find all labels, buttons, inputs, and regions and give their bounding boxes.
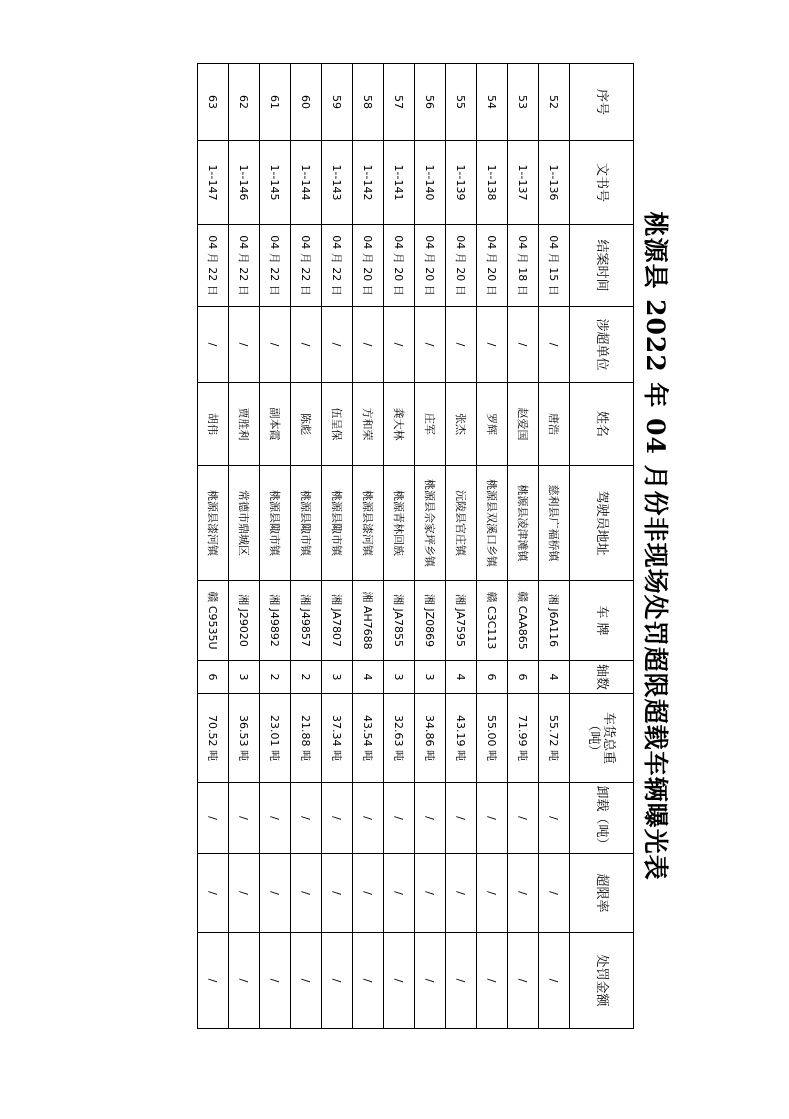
cell-weight: 36.53 吨: [229, 694, 260, 783]
cell-date: 04 月 22 日: [229, 225, 260, 307]
cell-unload: /: [446, 783, 477, 854]
cell-unload: /: [508, 783, 539, 854]
cell-address: 桃源县陬市镇: [260, 466, 291, 581]
header-plate: 车 牌: [570, 581, 634, 661]
cell-unload: /: [353, 783, 384, 854]
cell-rate: /: [446, 854, 477, 933]
cell-axles: 3: [322, 661, 353, 694]
cell-doc: 1--144: [291, 141, 322, 225]
cell-plate: 赣 C3C113: [477, 581, 508, 661]
cell-rate: /: [539, 854, 570, 933]
header-doc: 文书号: [570, 141, 634, 225]
cell-weight: 43.19 吨: [446, 694, 477, 783]
cell-doc: 1--142: [353, 141, 384, 225]
cell-rate: /: [477, 854, 508, 933]
cell-fine: /: [446, 933, 477, 1029]
cell-fine: /: [198, 933, 229, 1029]
cell-date: 04 月 20 日: [353, 225, 384, 307]
cell-date: 04 月 20 日: [384, 225, 415, 307]
cell-weight: 71.99 吨: [508, 694, 539, 783]
cell-axles: 4: [446, 661, 477, 694]
table-row: [384, 64, 415, 1029]
table-row: [446, 64, 477, 1029]
table-row: [260, 64, 291, 1029]
cell-plate: 湘 JA7855: [384, 581, 415, 661]
cell-unload: /: [198, 783, 229, 854]
cell-date: 04 月 22 日: [291, 225, 322, 307]
header-unit: 涉超单位: [570, 307, 634, 383]
cell-unload: /: [291, 783, 322, 854]
cell-doc: 1--141: [384, 141, 415, 225]
table-row: [322, 64, 353, 1029]
cell-weight: 34.86 吨: [415, 694, 446, 783]
cell-name: 龚大林: [384, 383, 415, 466]
cell-weight: 21.88 吨: [291, 694, 322, 783]
cell-no: 56: [415, 64, 446, 141]
cell-unit: /: [353, 307, 384, 383]
cell-name: 陈彪: [291, 383, 322, 466]
cell-address: 常德市鼎城区: [229, 466, 260, 581]
cell-weight: 37.34 吨: [322, 694, 353, 783]
header-fine: 处罚金额: [570, 933, 634, 1029]
cell-unit: /: [539, 307, 570, 383]
table-row: [477, 64, 508, 1029]
cell-no: 60: [291, 64, 322, 141]
cell-no: 58: [353, 64, 384, 141]
cell-address: 桃源青林回族: [384, 466, 415, 581]
cell-name: 贾胜利: [229, 383, 260, 466]
cell-fine: /: [353, 933, 384, 1029]
cell-name: 赵爱国: [508, 383, 539, 466]
cell-weight: 55.72 吨: [539, 694, 570, 783]
table-row: [508, 64, 539, 1029]
cell-unit: /: [229, 307, 260, 383]
cell-doc: 1--143: [322, 141, 353, 225]
cell-rate: /: [384, 854, 415, 933]
cell-unit: /: [198, 307, 229, 383]
cell-unit: /: [415, 307, 446, 383]
cell-unload: /: [539, 783, 570, 854]
cell-rate: /: [353, 854, 384, 933]
table-row: [229, 64, 260, 1029]
table-row: [415, 64, 446, 1029]
cell-name: 胡伟: [198, 383, 229, 466]
cell-axles: 6: [198, 661, 229, 694]
cell-address: 桃源县凌津滩镇: [508, 466, 539, 581]
cell-fine: /: [539, 933, 570, 1029]
cell-rate: /: [291, 854, 322, 933]
cell-no: 52: [539, 64, 570, 141]
table-row: [539, 64, 570, 1029]
cell-fine: /: [415, 933, 446, 1029]
cell-fine: /: [477, 933, 508, 1029]
cell-doc: 1--145: [260, 141, 291, 225]
header-row: [570, 64, 634, 1029]
cell-address: 慈利县广福桥镇: [539, 466, 570, 581]
cell-doc: 1--136: [539, 141, 570, 225]
cell-rate: /: [322, 854, 353, 933]
cell-plate: 赣 CAA865: [508, 581, 539, 661]
cell-unload: /: [322, 783, 353, 854]
cell-address: 桃源县漆河镇: [353, 466, 384, 581]
cell-rate: /: [260, 854, 291, 933]
cell-fine: /: [508, 933, 539, 1029]
cell-address: 桃源县漆河镇: [198, 466, 229, 581]
cell-plate: 赣 C9535U: [198, 581, 229, 661]
cell-date: 04 月 22 日: [322, 225, 353, 307]
cell-rate: /: [198, 854, 229, 933]
cell-fine: /: [291, 933, 322, 1029]
title-row: [634, 64, 681, 1029]
cell-doc: 1--140: [415, 141, 446, 225]
cell-weight: 32.63 吨: [384, 694, 415, 783]
table-title: 桃源县 2022 年 04 月份非现场处罚超限超载车辆曝光表: [641, 211, 670, 881]
cell-address: 桃源县陬市镇: [291, 466, 322, 581]
cell-unit: /: [384, 307, 415, 383]
cell-name: 方和荣: [353, 383, 384, 466]
cell-axles: 4: [353, 661, 384, 694]
cell-weight: 43.54 吨: [353, 694, 384, 783]
cell-date: 04 月 20 日: [446, 225, 477, 307]
header-axles: 轴数: [570, 661, 634, 694]
overload-exposure-table: [197, 63, 680, 1029]
cell-axles: 3: [384, 661, 415, 694]
cell-fine: /: [322, 933, 353, 1029]
cell-plate: 湘 J49892: [260, 581, 291, 661]
cell-unload: /: [477, 783, 508, 854]
cell-doc: 1--139: [446, 141, 477, 225]
cell-plate: 湘 J49857: [291, 581, 322, 661]
header-no: 序号: [570, 64, 634, 141]
cell-axles: 3: [229, 661, 260, 694]
cell-plate: 湘 JA7595: [446, 581, 477, 661]
cell-no: 53: [508, 64, 539, 141]
cell-plate: 湘 AH7688: [353, 581, 384, 661]
cell-no: 54: [477, 64, 508, 141]
cell-plate: 湘 JZ0869: [415, 581, 446, 661]
cell-no: 59: [322, 64, 353, 141]
cell-fine: /: [260, 933, 291, 1029]
cell-no: 61: [260, 64, 291, 141]
header-unload: 卸载（吨）: [570, 783, 634, 854]
cell-date: 04 月 22 日: [198, 225, 229, 307]
cell-address: 沅陵县官庄镇: [446, 466, 477, 581]
cell-name: 罗辉: [477, 383, 508, 466]
cell-name: 伍呈保: [322, 383, 353, 466]
cell-name: 副本霞: [260, 383, 291, 466]
cell-fine: /: [229, 933, 260, 1029]
cell-weight: 70.52 吨: [198, 694, 229, 783]
cell-doc: 1--138: [477, 141, 508, 225]
cell-no: 63: [198, 64, 229, 141]
header-name: 姓名: [570, 383, 634, 466]
cell-no: 57: [384, 64, 415, 141]
cell-fine: /: [384, 933, 415, 1029]
header-weight: 车货总重（吨）: [570, 694, 634, 783]
cell-axles: 2: [291, 661, 322, 694]
cell-doc: 1--146: [229, 141, 260, 225]
cell-axles: 4: [539, 661, 570, 694]
cell-unit: /: [477, 307, 508, 383]
cell-address: 桃源县佘家坪乡镇: [415, 466, 446, 581]
cell-plate: 湘 J29020: [229, 581, 260, 661]
table-row: [198, 64, 229, 1029]
cell-unload: /: [229, 783, 260, 854]
cell-axles: 3: [415, 661, 446, 694]
header-rate: 超限率: [570, 854, 634, 933]
cell-unit: /: [260, 307, 291, 383]
cell-weight: 55.00 吨: [477, 694, 508, 783]
cell-unit: /: [446, 307, 477, 383]
cell-date: 04 月 15 日: [539, 225, 570, 307]
cell-date: 04 月 18 日: [508, 225, 539, 307]
cell-date: 04 月 22 日: [260, 225, 291, 307]
cell-name: 张杰: [446, 383, 477, 466]
cell-rate: /: [229, 854, 260, 933]
cell-axles: 6: [508, 661, 539, 694]
cell-unit: /: [291, 307, 322, 383]
cell-rate: /: [415, 854, 446, 933]
cell-plate: 湘 JA7807: [322, 581, 353, 661]
cell-rate: /: [508, 854, 539, 933]
document-page: [206, 63, 680, 1028]
cell-date: 04 月 20 日: [477, 225, 508, 307]
cell-unload: /: [415, 783, 446, 854]
cell-axles: 6: [477, 661, 508, 694]
cell-plate: 湘 J6A116: [539, 581, 570, 661]
cell-unload: /: [384, 783, 415, 854]
cell-unit: /: [508, 307, 539, 383]
cell-date: 04 月 20 日: [415, 225, 446, 307]
cell-doc: 1--147: [198, 141, 229, 225]
cell-weight: 23.01 吨: [260, 694, 291, 783]
header-address: 驾驶员地址: [570, 466, 634, 581]
cell-unload: /: [260, 783, 291, 854]
cell-doc: 1--137: [508, 141, 539, 225]
rotated-table-container: [206, 63, 680, 1028]
cell-unit: /: [322, 307, 353, 383]
cell-address: 桃源县双溪口乡镇: [477, 466, 508, 581]
cell-address: 桃源县陬市镇: [322, 466, 353, 581]
cell-no: 55: [446, 64, 477, 141]
cell-name: 唐浩: [539, 383, 570, 466]
header-date: 结案时间: [570, 225, 634, 307]
cell-name: 庄军: [415, 383, 446, 466]
table-row: [291, 64, 322, 1029]
table-row: [353, 64, 384, 1029]
cell-axles: 2: [260, 661, 291, 694]
cell-no: 62: [229, 64, 260, 141]
